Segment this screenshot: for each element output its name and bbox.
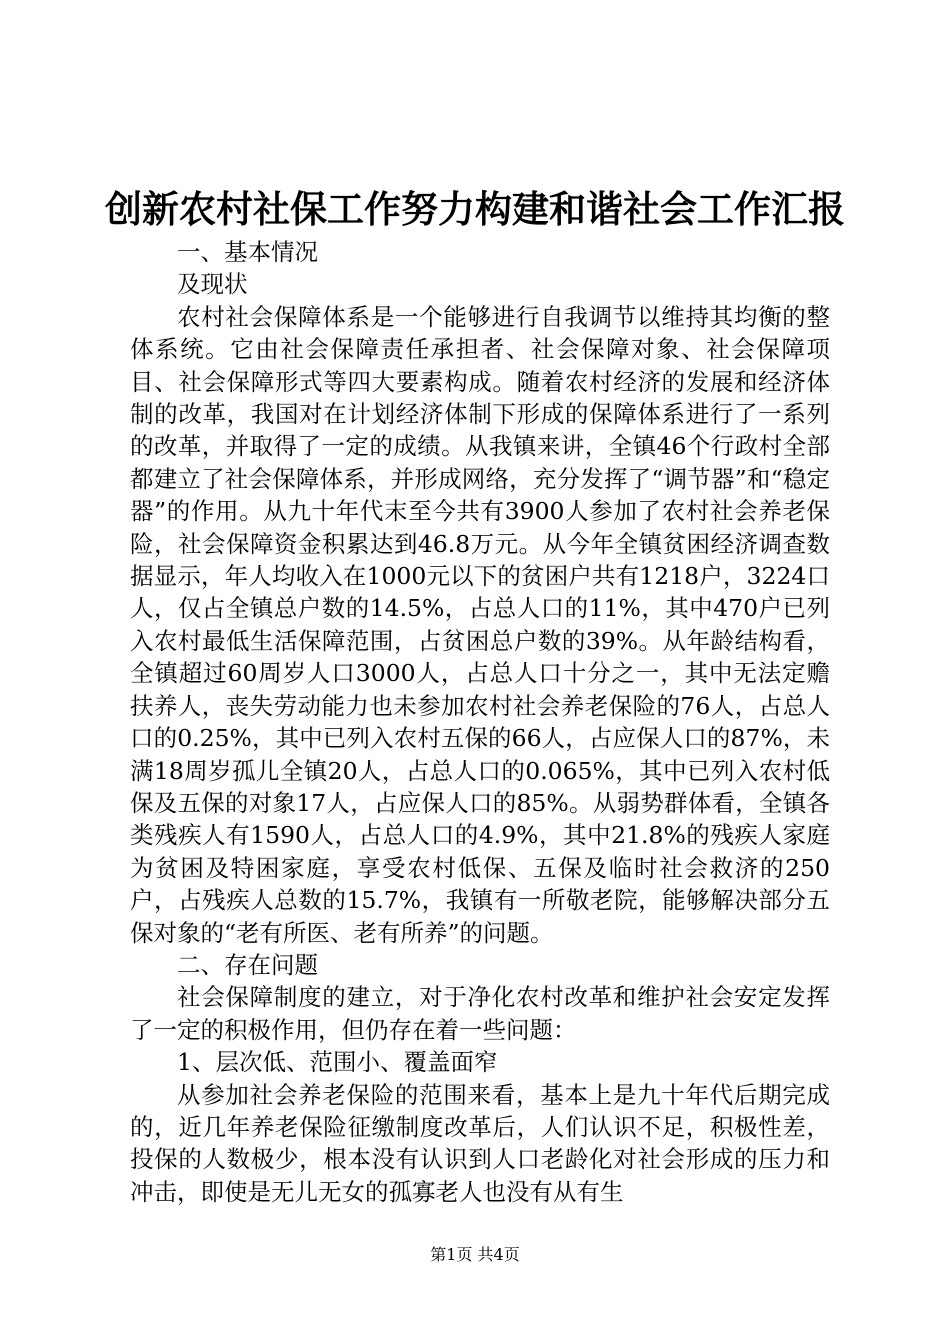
document-title: 创新农村社保工作努力构建和谐社会工作汇报	[105, 187, 845, 231]
subheading-low-level-coverage: 1、层次低、范围小、覆盖面窄	[177, 1048, 498, 1077]
paragraph-pension-scope: 从参加社会养老保险的范围来看，基本上是九十年代后期完成的，近几年养老保险征缴制度改革后，人们认识不足，积极性差，投保的人数极少，根本没有认识到人口老龄化对社会形成的压力和冲击，即使是无儿无女的孤寡老人也没有从有生	[130, 1080, 830, 1206]
paragraph-problems-intro: 社会保障制度的建立，对于净化农村改革和维护社会安定发挥了一定的积极作用，但仍存在着一些问题：	[130, 983, 830, 1044]
section-heading-problems: 二、存在问题	[177, 950, 318, 979]
section-heading-continuation: 及现状	[177, 270, 248, 299]
page-number-footer: 第1页 共4页	[430, 1245, 520, 1264]
section-heading-basic-situation: 一、基本情况	[177, 238, 318, 266]
document-body	[130, 236, 830, 1208]
paragraph-basic-situation: 农村社会保障体系是一个能够进行自我调节以维持其均衡的整体系统。它由社会保障责任承担者、社会保障对象、社会保障项目、社会保障形式等四大要素构成。随着农村经济的发展和经济体制的改革，我国对在计划经济体制下形成的保障体系进行了一系列的改革，并取得了一定的成绩。从我镇来讲，全镇46个行政村全部都建立了社会保障体系，并形成网络，充分发挥了“调节器”和“稳定器”的作用。从九十年代末至今共有3900人参加了农村社会养老保险，社会保障资金积累达到46.8万元。从今年全镇贫困经济调查数据显示，年人均收入在1000元以下的贫困户共有1218户，3224口人，仅占全镇总户数的14.5%，占总人口的11%，其中470户已列入农村最低生活保障范围，占贫困总户数的39%。从年龄结构看，全镇超过60周岁人口3000人，占总人口十分之一，其中无法定赡扶养人，丧失劳动能力也未参加农村社会养老保险的76人，占总人口的0.25%，其中已列入农村五保的66人，占应保人口的87%，未满18周岁孤儿全镇20人，占总人口的0.065%，其中已列入农村低保及五保的对象17人，占应保人口的85%。从弱势群体看，全镇各类残疾人有1590人，占总人口的4.9%，其中21.8%的残疾人家庭为贫困及特困家庭，享受农村低保、五保及临时社会救济的250户，占残疾人总数的15.7%，我镇有一所敬老院，能够解决部分五保对象的“老有所医、老有所养”的问题。	[130, 302, 830, 947]
